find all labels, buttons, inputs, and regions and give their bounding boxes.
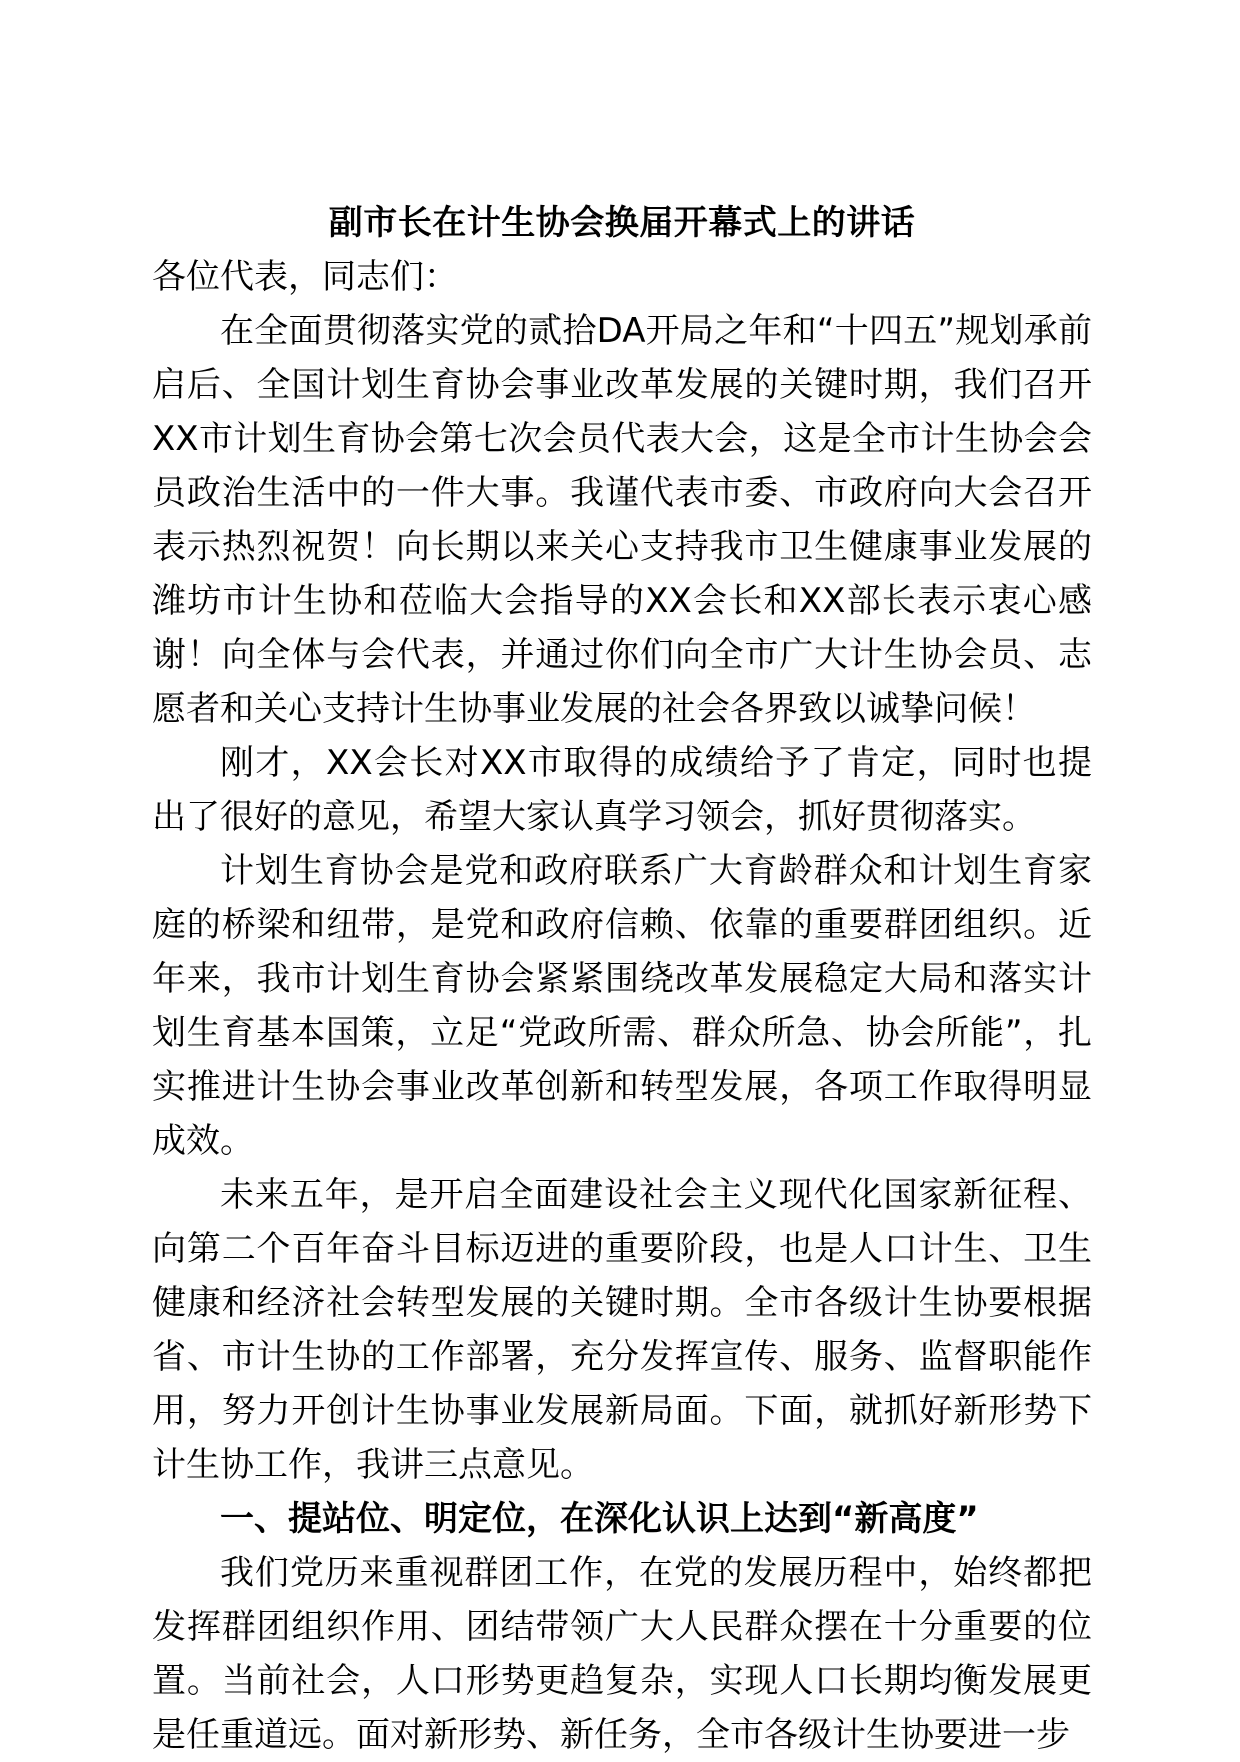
paragraph-affirmation: 刚才，XX会长对XX市取得的成绩给予了肯定，同时也提出了很好的意见，希望大家认真学习领会，抓好贯彻落实。 <box>152 743 1092 837</box>
document-title: 副市长在计生协会换届开幕式上的讲话 <box>328 203 916 243</box>
paragraph-opening: 在全面贯彻落实党的贰拾DA开局之年和“十四五”规划承前启后、全国计划生育协会事业改革发展的关键时期，我们召开XX市计划生育协会第七次会员代表大会，这是全市计生协会会员政治生活中的一件大事。我谨代表市委、市政府向大会召开表示热烈祝贺！向长期以来关心支持我市卫生健康事业发展的潍坊市计生协和莅临大会指导的XX会长和XX部长表示衷心感谢！向全体与会代表，并通过你们向全市广大计生协会员、志愿者和关心支持计生协事业发展的社会各界致以诚挚问候！ <box>152 311 1092 729</box>
document-body <box>152 196 1092 1762</box>
paragraph-section-one: 我们党历来重视群团工作，在党的发展历程中，始终都把发挥群团组织作用、团结带领广大人民群众摆在十分重要的位置。当前社会，人口形势更趋复杂，实现人口长期均衡发展更是任重道远。面对新形势、新任务，全市各级计生协要进一步 <box>152 1553 1092 1755</box>
paragraph-next-five-years: 未来五年，是开启全面建设社会主义现代化国家新征程、向第二个百年奋斗目标迈进的重要阶段，也是人口计生、卫生健康和经济社会转型发展的关键时期。全市各级计生协要根据省、市计生协的工作部署，充分发挥宣传、服务、监督职能作用，努力开创计生协事业发展新局面。下面，就抓好新形势下计生协工作，我讲三点意见。 <box>152 1175 1092 1485</box>
salutation: 各位代表，同志们： <box>152 257 458 297</box>
paragraph-association-role: 计划生育协会是党和政府联系广大育龄群众和计划生育家庭的桥梁和纽带，是党和政府信赖、依靠的重要群团组织。近年来，我市计划生育协会紧紧围绕改革发展稳定大局和落实计划生育基本国策，立足“党政所需、群众所急、协会所能”，扎实推进计生协会事业改革创新和转型发展，各项工作取得明显成效。 <box>152 851 1092 1161</box>
section-heading: 一、提站位、明定位，在深化认识上达到“新高度” <box>220 1499 979 1539</box>
